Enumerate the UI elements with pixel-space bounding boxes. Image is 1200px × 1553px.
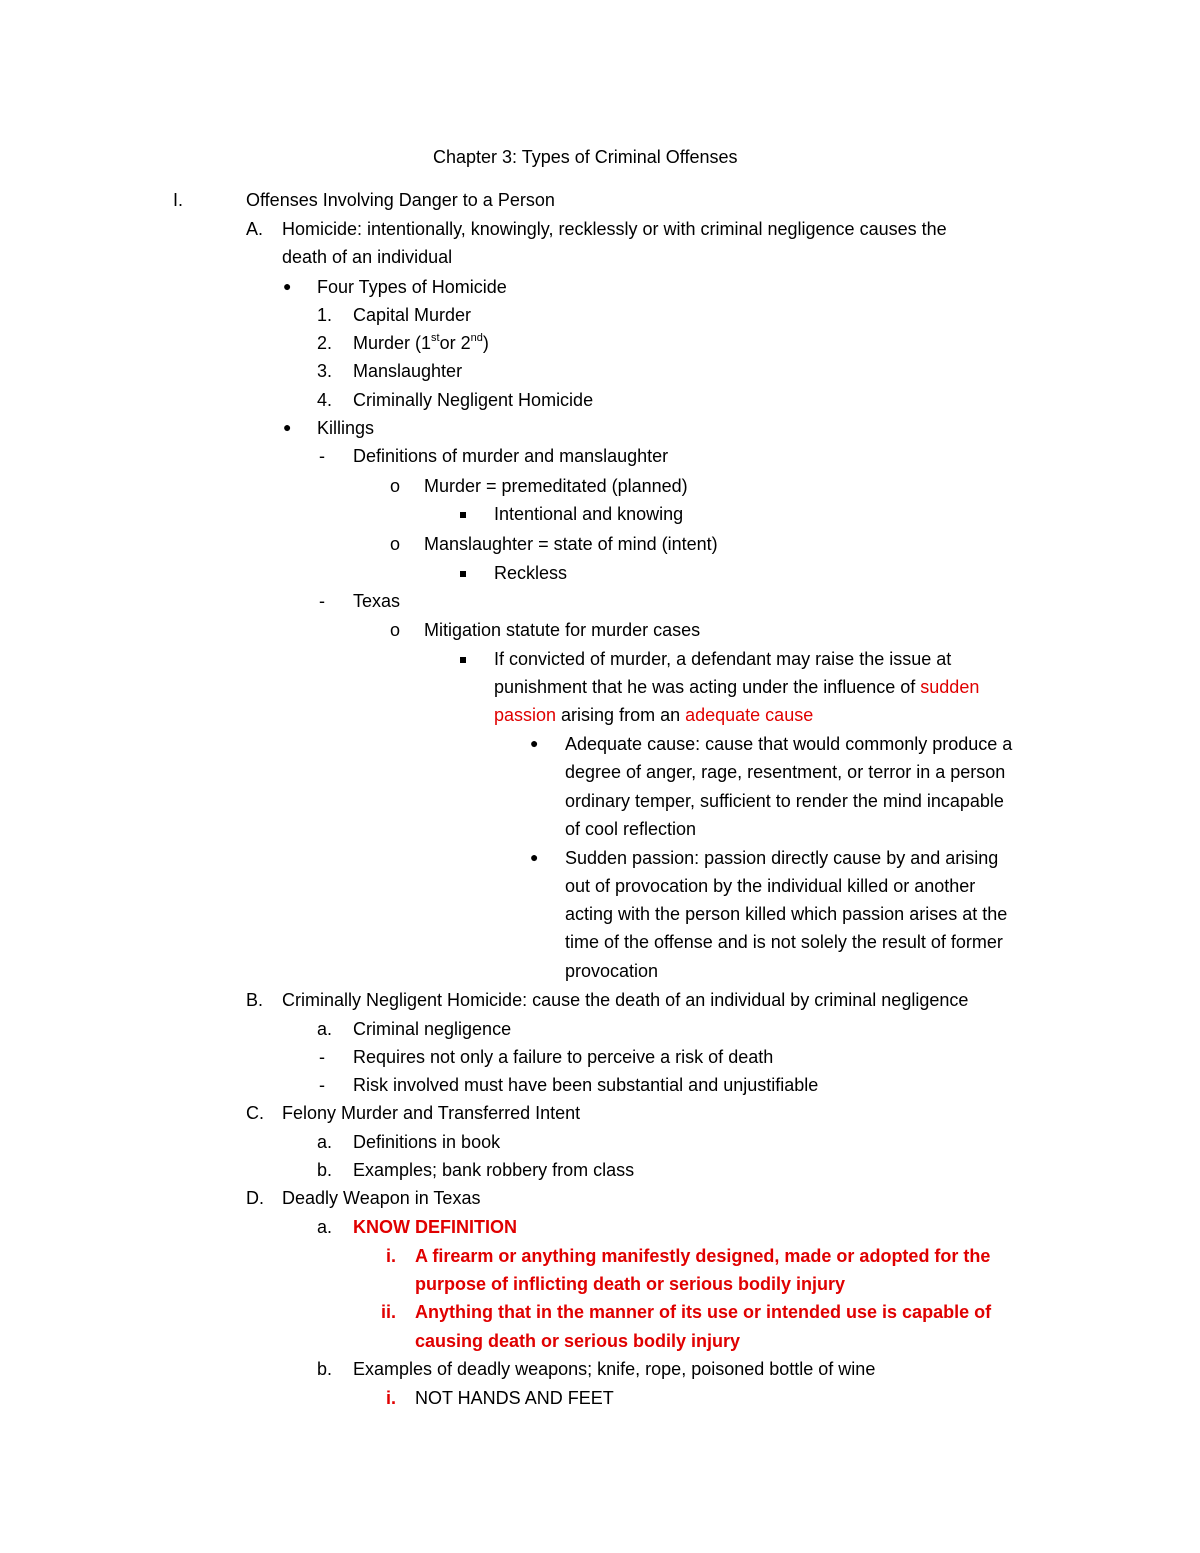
bullet-icon: ● [530, 735, 539, 751]
outline-item: Requires not only a failure to perceive a risk of death [353, 1047, 774, 1067]
outline-item: Four Types of Homicide [317, 277, 507, 297]
bullet-icon: ● [283, 278, 292, 294]
definition-text: A firearm or anything manifestly designed, made or adopted for the [415, 1246, 991, 1266]
outline-marker: i. [386, 1246, 397, 1266]
outline-marker: - [319, 1075, 325, 1095]
list-item: Criminally Negligent Homicide [353, 390, 594, 410]
outline-item: Mitigation statute for murder cases [424, 620, 701, 640]
outline-marker: i. [386, 1388, 397, 1408]
outline-item: Examples; bank robbery from class [353, 1160, 635, 1180]
page-title: Chapter 3: Types of Criminal Offenses [433, 147, 738, 167]
outline-marker: a. [317, 1019, 333, 1039]
text-run: Murder (1 [353, 333, 432, 353]
outline-item [494, 676, 979, 698]
outline-item [494, 704, 813, 726]
outline-marker: a. [317, 1217, 333, 1237]
definition-text: Adequate cause: cause that would commonly produce a [565, 734, 1013, 754]
outline-marker: 1. [317, 305, 333, 325]
list-item: Capital Murder [353, 305, 472, 325]
outline-item: death of an individual [282, 247, 453, 267]
outline-item: Criminal negligence [353, 1019, 512, 1039]
outline-marker: o [390, 534, 401, 554]
list-item [353, 332, 489, 354]
outline-marker: 3. [317, 361, 333, 381]
outline-marker: 4. [317, 390, 333, 410]
outline-marker: 2. [317, 333, 333, 353]
outline-marker: b. [317, 1359, 333, 1379]
outline-marker: a. [317, 1132, 333, 1152]
outline-marker: ii. [381, 1302, 397, 1322]
outline-item: Criminally Negligent Homicide: cause the death of an individual by criminal negligence [282, 990, 969, 1010]
highlight-term: passion [494, 705, 557, 725]
text-run: arising from an [556, 705, 686, 725]
outline-item: If convicted of murder, a defendant may raise the issue at [494, 649, 952, 669]
outline-item: Definitions in book [353, 1132, 501, 1152]
definition-text: ordinary temper, sufficient to render the mind incapable [565, 791, 1004, 811]
definition-text: provocation [565, 961, 659, 981]
square-bullet-icon [460, 648, 466, 670]
outline-marker: C. [246, 1103, 264, 1123]
outline-item: Homicide: intentionally, knowingly, recklessly or with criminal negligence causes the [282, 219, 947, 239]
outline-marker: - [319, 1047, 325, 1067]
text-run: or 2 [439, 333, 471, 353]
outline-marker: D. [246, 1188, 264, 1208]
definition-text: Sudden passion: passion directly cause by and arising [565, 848, 999, 868]
highlight-term: sudden [920, 677, 980, 697]
outline-marker: o [390, 620, 401, 640]
outline-item: Killings [317, 418, 375, 438]
outline-item: Definitions of murder and manslaughter [353, 446, 669, 466]
highlight-term: adequate cause [685, 705, 814, 725]
list-item: Manslaughter [353, 361, 463, 381]
outline-marker: I. [173, 190, 184, 210]
outline-marker: o [390, 476, 401, 496]
bullet-icon: ● [283, 419, 292, 435]
definition-text: degree of anger, rage, resentment, or terror in a person [565, 762, 1006, 782]
text-run: ) [482, 333, 489, 353]
square-bullet-icon [460, 562, 466, 584]
outline-marker: b. [317, 1160, 333, 1180]
outline-item: NOT HANDS AND FEET [415, 1388, 614, 1408]
outline-item: Reckless [494, 563, 568, 583]
square-bullet-icon [460, 503, 466, 525]
definition-text: purpose of inflicting death or serious bodily injury [415, 1274, 846, 1294]
outline-item: Examples of deadly weapons; knife, rope, poisoned bottle of wine [353, 1359, 876, 1379]
section-heading: Offenses Involving Danger to a Person [246, 190, 555, 210]
definition-text: out of provocation by the individual killed or another [565, 876, 976, 896]
definition-text: causing death or serious bodily injury [415, 1331, 741, 1351]
definition-text: time of the offense and is not solely the result of former [565, 932, 1003, 952]
outline-item: Intentional and knowing [494, 504, 684, 524]
outline-marker: B. [246, 990, 264, 1010]
outline-marker: - [319, 591, 325, 611]
text-run: punishment that he was acting under the influence of [494, 677, 921, 697]
outline-item: KNOW DEFINITION [353, 1217, 517, 1237]
outline-item: Felony Murder and Transferred Intent [282, 1103, 581, 1123]
definition-text: of cool reflection [565, 819, 697, 839]
outline-item: Risk involved must have been substantial and unjustifiable [353, 1075, 819, 1095]
outline-item: Texas [353, 591, 401, 611]
definition-text: Anything that in the manner of its use or intended use is capable of [415, 1302, 992, 1322]
superscript: st [431, 332, 440, 344]
superscript: nd [470, 332, 483, 344]
outline-item: Murder = premeditated (planned) [424, 476, 688, 496]
outline-item: Deadly Weapon in Texas [282, 1188, 481, 1208]
outline-marker: - [319, 446, 325, 466]
bullet-icon: ● [530, 849, 539, 865]
outline-item: Manslaughter = state of mind (intent) [424, 534, 718, 554]
definition-text: acting with the person killed which passion arises at the [565, 904, 1008, 924]
outline-marker: A. [246, 219, 264, 239]
